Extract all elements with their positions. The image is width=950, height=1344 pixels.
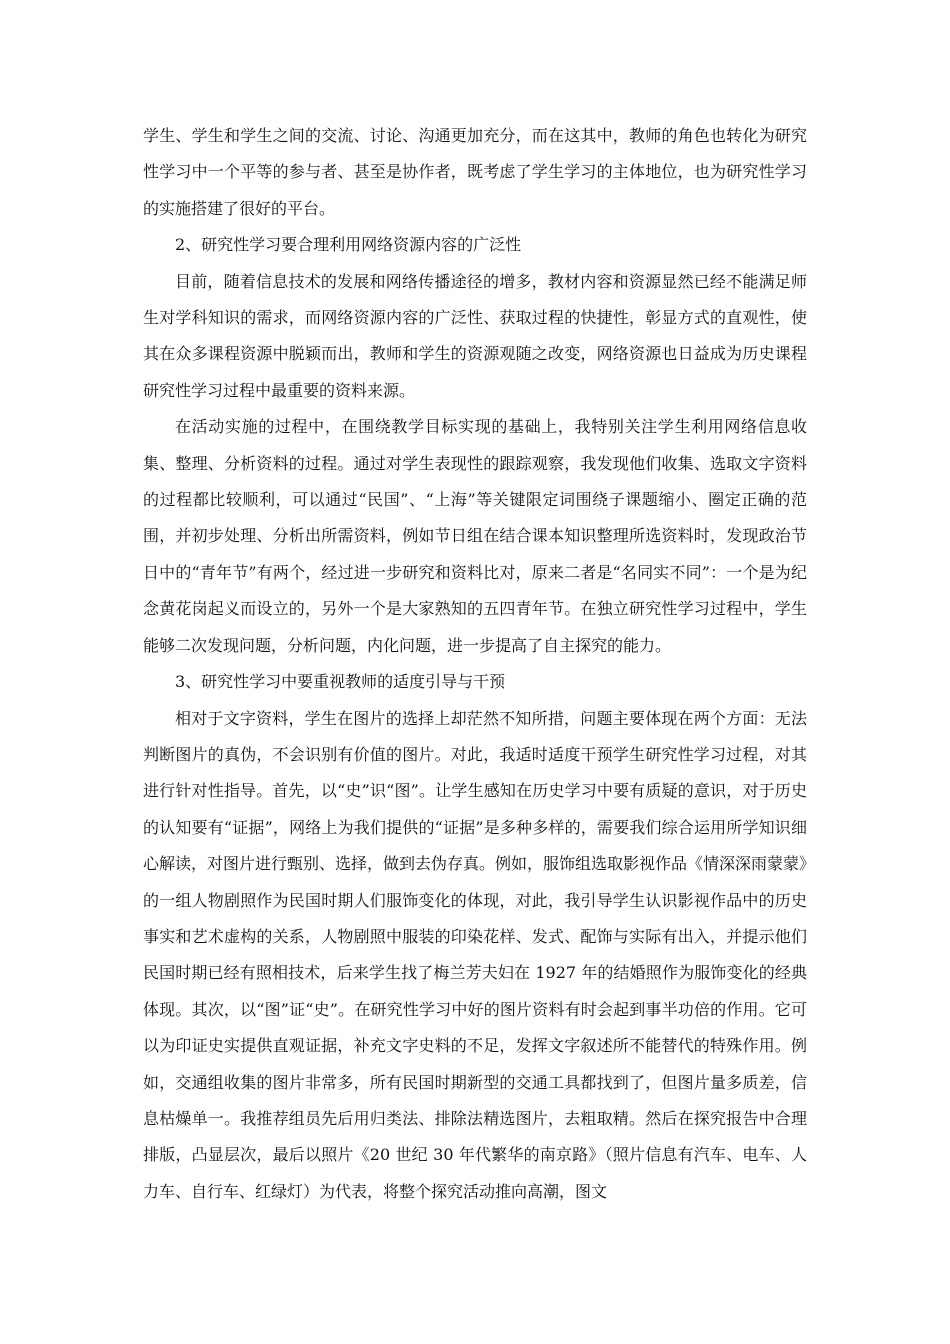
body-paragraph: 在活动实施的过程中，在围绕教学目标实现的基础上，我特别关注学生利用网络信息收集、整理、分析资料的过程。通过对学生表现性的跟踪观察，我发现他们收集、选取文字资料的过程都比较顺利，可以通过“民国”、“上海”等关键限定词围绕子课题缩小、圈定正确的范围，并初步处理、分析出所需资料，例如节日组在结合课本知识整理所选资料时，发现政治节日中的“青年节”有两个，经过进一步研究和资料比对，原来二者是“名同实不同”：一个是为纪念黄花岗起义而设立的，另外一个是大家熟知的五四青年节。在独立研究性学习过程中，学生能够二次发现问题，分析问题，内化问题，进一步提高了自主探究的能力。 <box>143 417 807 655</box>
body-paragraph: 目前，随着信息技术的发展和网络传播途径的增多，教材内容和资源显然已经不能满足师生对学科知识的需求，而网络资源内容的广泛性、获取过程的快捷性，彰显方式的直观性，使其在众多课程资源中脱颖而出，教师和学生的资源观随之改变，网络资源也日益成为历史课程研究性学习过程中最重要的资料来源。 <box>143 271 807 400</box>
body-paragraph: 相对于文字资料，学生在图片的选择上却茫然不知所措，问题主要体现在两个方面：无法判断图片的真伪，不会识别有价值的图片。对此，我适时适度干预学生研究性学习过程，对其进行针对性指导。首先，以“史”识“图”。让学生感知在历史学习中要有质疑的意识，对于历史的认知要有“证据”，网络上为我们提供的“证据”是多种多样的，需要我们综合运用所学知识细心解读，对图片进行甄别、选择，做到去伪存真。例如，服饰组选取影视作品《情深深雨蒙蒙》的一组人物剧照作为民国时期人们服饰变化的体现，对此，我引导学生认识影视作品中的历史事实和艺术虚构的关系，人物剧照中服装的印染花样、发式、配饰与实际有出入，并提示他们民国时期已经有照相技术，后来学生找了梅兰芳夫妇在 1927 年的结婚照作为服饰变化的经典体现。其次，以“图”证“史”。在研究性学习中好的图片资料有时会起到事半功倍的作用。它可以为印证史实提供直观证据，补充文字史料的不足，发挥文字叙述所不能替代的特殊作用。例如，交通组收集的图片非常多，所有民国时期新型的交通工具都找到了，但图片量多质差，信息枯燥单一。我推荐组员先后用归类法、排除法精选图片，去粗取精。然后在探究报告中合理排版，凸显层次，最后以照片《20 世纪 30 年代繁华的南京路》（照片信息有汽车、电车、人力车、自行车、红绿灯）为代表，将整个探究活动推向高潮，图文 <box>143 708 808 1201</box>
section-heading: 3、研究性学习中要重视教师的适度引导与干预 <box>175 672 506 692</box>
document-body <box>143 118 807 1210</box>
body-paragraph: 学生、学生和学生之间的交流、讨论、沟通更加充分，而在这其中，教师的角色也转化为研究性学习中一个平等的参与者、甚至是协作者，既考虑了学生学习的主体地位，也为研究性学习的实施搭建了很好的平台。 <box>143 126 807 218</box>
section-heading: 2、研究性学习要合理利用网络资源内容的广泛性 <box>175 235 522 255</box>
